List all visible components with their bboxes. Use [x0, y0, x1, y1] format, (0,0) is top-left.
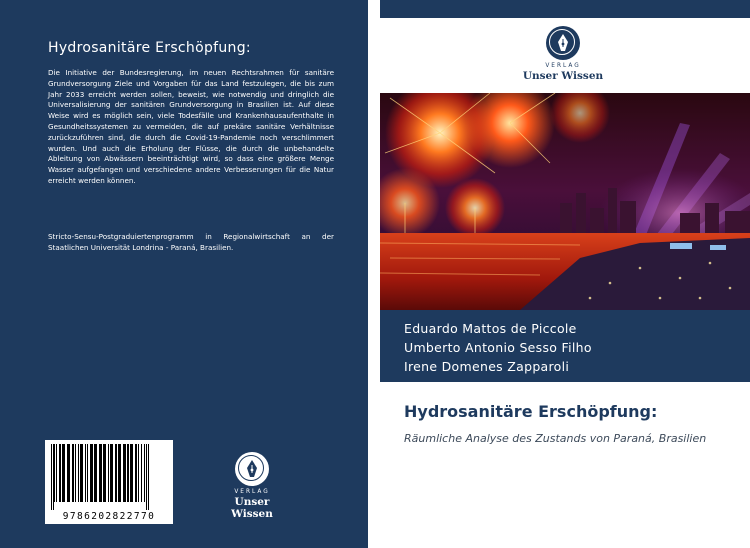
publisher-logo-back: [212, 452, 292, 520]
front-cover-top-bar: [380, 0, 750, 18]
spine: [368, 0, 380, 548]
fountain-pen-nib-icon: [235, 452, 269, 486]
publisher-tag: VERLAG: [545, 63, 581, 69]
cover-photo-fireworks: [380, 93, 750, 310]
back-cover-title: Hydrosanitäre Erschöpfung:: [48, 40, 251, 56]
isbn-number: 9786202822770: [62, 511, 156, 522]
barcode-icon: [49, 444, 169, 510]
publisher-name: Unser Wissen: [231, 496, 273, 520]
back-cover: [0, 0, 368, 548]
back-cover-blurb: Die Initiative der Bundesregierung, im neuen Rechtsrahmen für sanitäre Grundversorgung Ziele und Vorgaben für das Land festzulegen, die bis zum Jahr 2033 erreicht werden sollen, beweist, wie notwendig und dringlich die Universalisierung der sanitären Grundversorgung in Brasilien ist. Auf diese Weise wird es möglich sein, viele Todesfälle und Krankenhausaufenthalte in Gesundheitssystemen zu vermeiden, die auf prekäre sanitäre Verhältnisse zurückzuführen sind, die durch die Covid-19-Pandemie noch verschlimmert wurden. Und auch die Erholung der Flüsse, die durch die unbehandelte Ableitung von Abwässern beeinträchtigt wird, so dass eine größere Menge Wasser aufgefangen und verschiedene andere Verbesserungen für die Natur erreicht werden können.: [48, 68, 334, 185]
publisher-name: Unser Wissen: [522, 70, 604, 82]
author-name: Irene Domenes Zapparoli: [404, 359, 570, 374]
fountain-pen-nib-icon: [546, 26, 580, 60]
book-subtitle: Räumliche Analyse des Zustands von Paraná, Brasilien: [404, 432, 707, 445]
author-name: Umberto Antonio Sesso Filho: [404, 340, 592, 355]
author-band: [380, 310, 750, 382]
publisher-logo-front: [520, 26, 606, 82]
isbn-barcode: [45, 440, 173, 524]
publisher-tag: VERLAG: [234, 489, 270, 495]
book-title: Hydrosanitäre Erschöpfung:: [404, 402, 658, 421]
author-affiliation: Stricto-Sensu-Postgraduiertenprogramm in Regionalwirtschaft an der Staatlichen Universität Londrina - Paraná, Brasilien.: [48, 232, 334, 252]
author-name: Eduardo Mattos de Piccole: [404, 321, 577, 336]
